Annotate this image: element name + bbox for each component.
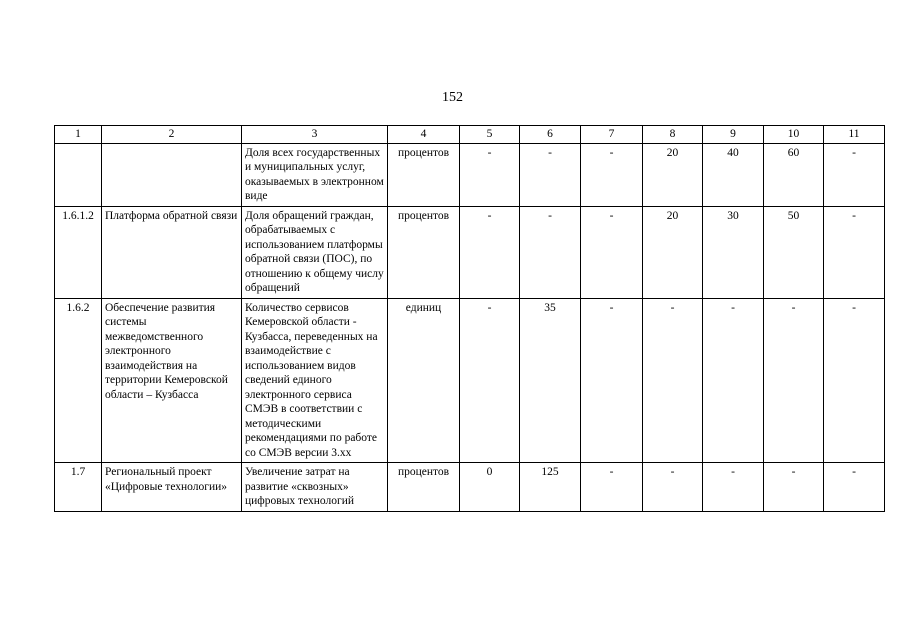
row-value: -: [581, 206, 643, 298]
header-cell: 6: [520, 126, 581, 144]
header-cell: 5: [460, 126, 520, 144]
header-cell: 8: [643, 126, 703, 144]
row-value: -: [581, 298, 643, 463]
row-indicator: Доля всех государственных и муниципальных услуг, оказываемых в электронном виде: [242, 143, 388, 206]
row-value: 20: [643, 206, 703, 298]
header-cell: 1: [55, 126, 102, 144]
page-number: 152: [442, 90, 463, 105]
row-value: -: [460, 143, 520, 206]
table-row: [55, 298, 885, 463]
row-value: -: [824, 206, 885, 298]
header-cell: 10: [764, 126, 824, 144]
header-cell: 7: [581, 126, 643, 144]
row-code: 1.6.2: [55, 298, 102, 463]
row-value: -: [460, 206, 520, 298]
header-cell: 4: [388, 126, 460, 144]
row-value: 30: [703, 206, 764, 298]
row-code: [55, 143, 102, 206]
indicators-table: [54, 125, 885, 512]
row-name: Платформа обратной связи: [102, 206, 242, 298]
table-row: [55, 463, 885, 512]
row-name: Обеспечение развития системы межведомственного электронного взаимодействия на территории Кемеровской области – Кузбасса: [102, 298, 242, 463]
row-value: -: [520, 143, 581, 206]
row-unit: процентов: [388, 206, 460, 298]
row-value: -: [460, 298, 520, 463]
row-value: 40: [703, 143, 764, 206]
header-cell: 9: [703, 126, 764, 144]
header-cell: 3: [242, 126, 388, 144]
header-cell: 11: [824, 126, 885, 144]
row-indicator: Увеличение затрат на развитие «сквозных» цифровых технологий: [242, 463, 388, 512]
header-cell: 2: [102, 126, 242, 144]
table-header-row: [55, 126, 885, 144]
table-row: [55, 143, 885, 206]
row-value: -: [520, 206, 581, 298]
row-value: -: [824, 298, 885, 463]
row-code: 1.6.1.2: [55, 206, 102, 298]
row-unit: процентов: [388, 463, 460, 512]
row-value: -: [581, 143, 643, 206]
row-value: -: [764, 463, 824, 512]
row-name: [102, 143, 242, 206]
row-value: -: [643, 463, 703, 512]
row-value: -: [643, 298, 703, 463]
row-code: 1.7: [55, 463, 102, 512]
row-value: 20: [643, 143, 703, 206]
row-value: -: [764, 298, 824, 463]
row-value: -: [703, 298, 764, 463]
row-value: 35: [520, 298, 581, 463]
row-value: -: [824, 143, 885, 206]
row-name: Региональный проект «Цифровые технологии»: [102, 463, 242, 512]
row-unit: процентов: [388, 143, 460, 206]
row-value: -: [824, 463, 885, 512]
table-row: [55, 206, 885, 298]
row-value: -: [703, 463, 764, 512]
row-value: 60: [764, 143, 824, 206]
row-indicator: Доля обращений граждан, обрабатываемых с использованием платформы обратной связи (ПОС), по отношению к общему числу обращений: [242, 206, 388, 298]
row-indicator: Количество сервисов Кемеровской области - Кузбасса, переведенных на взаимодействие с использованием видов сведений единого электронного сервиса СМЭВ в соответствии с методическими рекомендациями по работе со СМЭВ версии 3.хх: [242, 298, 388, 463]
row-unit: единиц: [388, 298, 460, 463]
row-value: 125: [520, 463, 581, 512]
row-value: -: [581, 463, 643, 512]
row-value: 50: [764, 206, 824, 298]
row-value: 0: [460, 463, 520, 512]
